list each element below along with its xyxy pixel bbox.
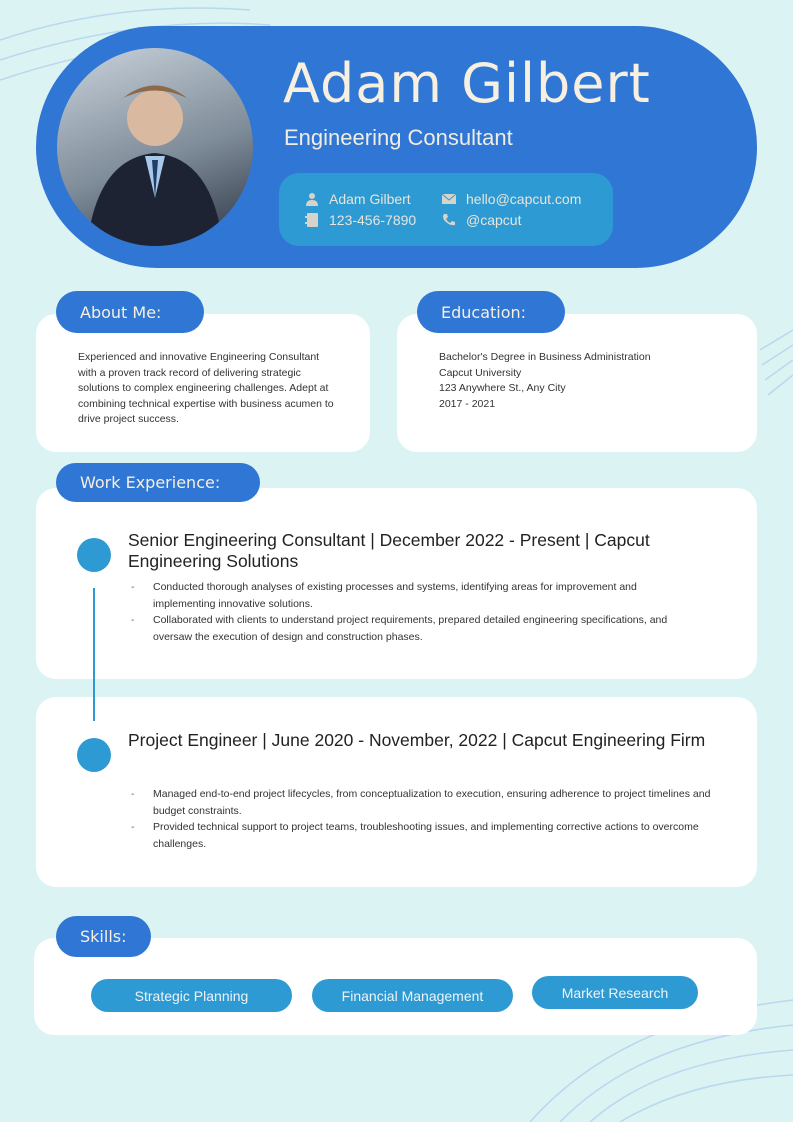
work-experience-label: Work Experience: bbox=[56, 463, 260, 502]
education-years: 2017 - 2021 bbox=[439, 397, 496, 410]
job-title: Project Engineer | June 2020 - November, 2022 | Capcut Engineering Firm bbox=[128, 730, 706, 750]
skill-tag: Financial Management bbox=[312, 979, 513, 1012]
skill-tag: Market Research bbox=[532, 976, 698, 1009]
job-bullet: - Provided technical support to project teams, troubleshooting issues, and implementing corrective actions to overcome challenges. bbox=[128, 819, 728, 852]
person-icon bbox=[305, 192, 319, 206]
job-card bbox=[36, 697, 757, 887]
about-label: About Me: bbox=[56, 291, 204, 333]
mail-icon bbox=[442, 192, 456, 206]
education-school: Capcut University bbox=[439, 366, 522, 379]
job-title-subheading: Engineering Consultant bbox=[284, 125, 513, 150]
about-text: Experienced and innovative Engineering Consultant with a proven track record of delivering strategic solutions to complex engineering challenges. Adept at combining technical expertise with business acumen to drive project success. bbox=[78, 351, 334, 426]
education-label: Education: bbox=[417, 291, 565, 333]
contact-box bbox=[279, 173, 613, 246]
job-card bbox=[36, 488, 757, 679]
contact-name: Adam Gilbert bbox=[305, 191, 411, 207]
phone-icon bbox=[442, 213, 456, 227]
contact-email[interactable]: hello@capcut.com bbox=[442, 191, 581, 207]
education-address: 123 Anywhere St., Any City bbox=[439, 382, 566, 395]
contact-phone[interactable]: 123-456-7890 bbox=[305, 212, 416, 228]
timeline-dot bbox=[77, 738, 111, 772]
name-heading: Adam Gilbert bbox=[283, 52, 651, 115]
job-bullet: - Managed end-to-end project lifecycles, from conceptualization to execution, ensuring adherence to project timelines and budget constraints. bbox=[128, 786, 728, 819]
profile-photo bbox=[57, 48, 253, 246]
contact-social[interactable]: @capcut bbox=[442, 212, 521, 228]
job-bullet: - Collaborated with clients to understand project requirements, prepared detailed engineering specifications, and oversaw the execution of design and construction phases. bbox=[128, 612, 698, 645]
skill-tag: Strategic Planning bbox=[91, 979, 292, 1012]
education-degree: Bachelor's Degree in Business Administration bbox=[439, 351, 651, 363]
job-bullet: - Conducted thorough analyses of existing processes and systems, identifying areas for improvement and implementing innovative solutions. bbox=[128, 579, 698, 612]
contact-book-icon bbox=[305, 213, 319, 227]
timeline-line bbox=[93, 588, 95, 721]
timeline-dot bbox=[77, 538, 111, 572]
job-title: Senior Engineering Consultant | December 2022 - Present | Capcut Engineering Solutions bbox=[128, 530, 650, 571]
education-card bbox=[397, 314, 757, 452]
skills-label: Skills: bbox=[56, 916, 151, 957]
about-card bbox=[36, 314, 370, 452]
